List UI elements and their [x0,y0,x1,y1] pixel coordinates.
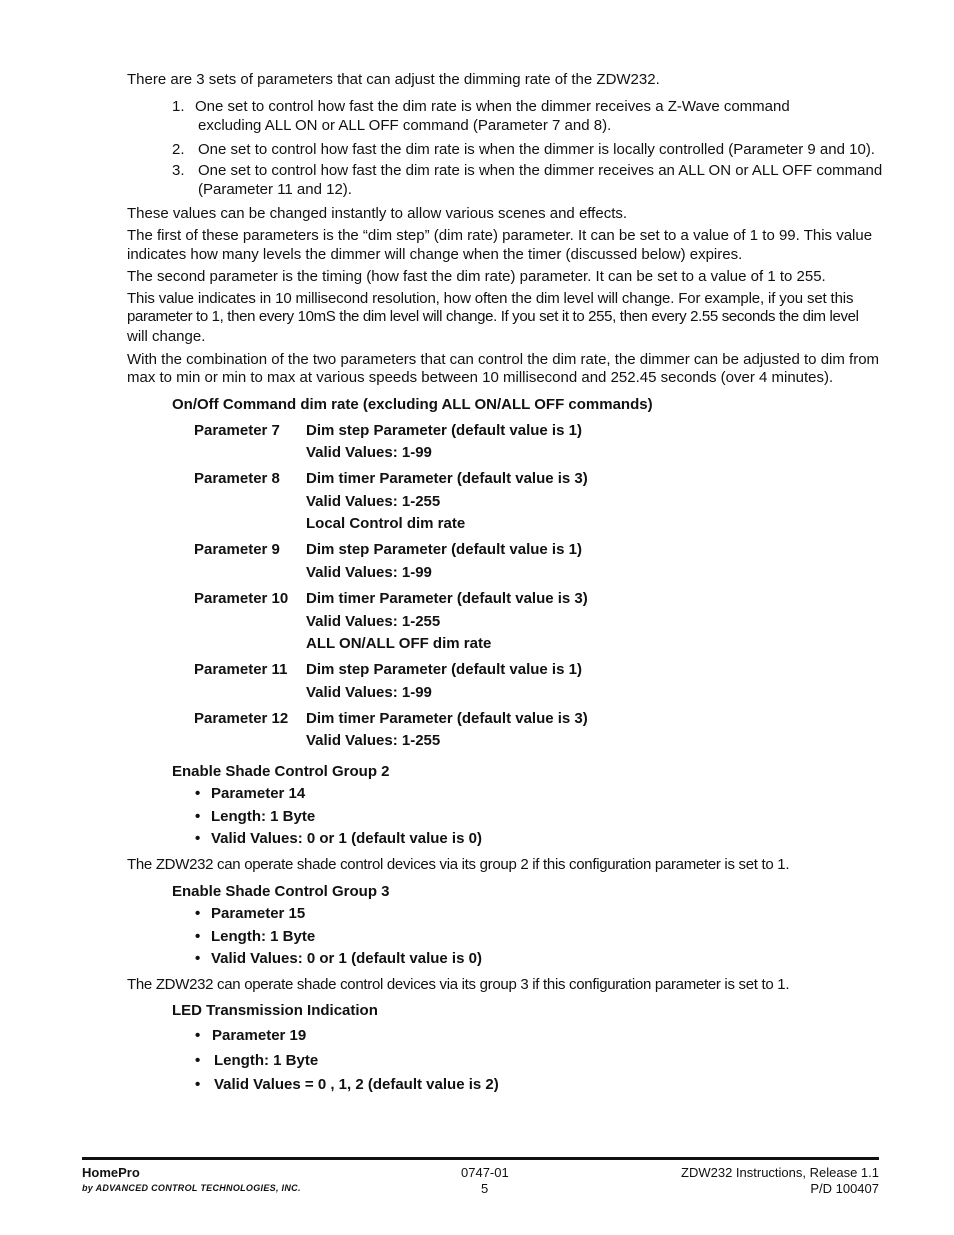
paragraph-line: will change. [127,328,206,345]
parameter-12-description: Dim timer Parameter (default value is 3) [306,710,588,727]
parameter-7-description: Dim step Parameter (default value is 1) [306,422,582,439]
footer-release: ZDW232 Instructions, Release 1.1 [681,1165,879,1180]
parameter-12-label: Parameter 12 [194,710,289,727]
local-control-heading: Local Control dim rate [306,515,466,532]
footer-company: by ADVANCED CONTROL TECHNOLOGIES, INC. [82,1183,301,1193]
bullet-item [195,1052,318,1069]
section-heading: Enable Shade Control Group 3 [172,883,390,900]
list-number: 3. [172,162,185,179]
bullet-item [195,1076,499,1093]
all-on-off-heading: ALL ON/ALL OFF dim rate [306,635,492,652]
intro-paragraph: There are 3 sets of parameters that can adjust the dimming rate of the ZDW232. [127,71,660,88]
footer-pd-number: P/D 100407 [810,1181,879,1196]
bullet-text: Parameter 15 [211,905,306,922]
bullet-text: Length: 1 Byte [214,1052,319,1069]
paragraph: These values can be changed instantly to allow various scenes and effects. [127,205,628,222]
bullet-text: Length: 1 Byte [211,928,316,945]
list-text-line: excluding ALL ON or ALL OFF command (Parameter 7 and 8). [198,117,612,134]
paragraph: The second parameter is the timing (how fast the dim rate) parameter. It can be set to a value of 1 to 255. [127,268,826,285]
paragraph-line: The first of these parameters is the “dim step” (dim rate) parameter. It can be set to a value of 1 to 99. This value [127,227,873,244]
parameter-10-valid-values: Valid Values: 1-255 [306,613,441,630]
bullet-icon: • [195,928,201,945]
bullet-icon: • [195,1027,201,1044]
bullet-item [195,905,305,922]
bullet-icon: • [195,808,201,825]
bullet-icon: • [195,1076,201,1093]
paragraph: The ZDW232 can operate shade control devices via its group 2 if this configuration parameter is set to 1. [127,856,790,873]
parameter-10-label: Parameter 10 [194,590,289,607]
parameter-9-description: Dim step Parameter (default value is 1) [306,541,582,558]
bullet-text: Parameter 14 [211,785,306,802]
bullet-item [195,785,305,802]
bullet-text: Valid Values: 0 or 1 (default value is 0) [211,950,482,967]
parameter-12-valid-values: Valid Values: 1-255 [306,732,441,749]
parameter-11-label: Parameter 11 [194,661,288,678]
paragraph-line: parameter to 1, then every 10mS the dim level will change. If you set it to 255, then every 2.55 seconds the dim level [127,308,859,325]
bullet-item [195,808,315,825]
section-heading: LED Transmission Indication [172,1002,378,1019]
bullet-text: Valid Values: 0 or 1 (default value is 0) [211,830,482,847]
list-text-line: (Parameter 11 and 12). [198,181,352,198]
bullet-item [195,830,482,847]
footer-page-number: 5 [481,1181,489,1196]
footer-rule [82,1157,879,1160]
list-text-line: One set to control how fast the dim rate is when the dimmer receives an ALL ON or ALL OFF command [198,162,883,179]
section-heading: On/Off Command dim rate (excluding ALL ON/ALL OFF commands) [172,396,653,413]
footer-brand: HomePro [82,1165,140,1180]
parameter-7-valid-values: Valid Values: 1-99 [306,444,432,461]
list-number: 2. [172,141,185,158]
parameter-11-description: Dim step Parameter (default value is 1) [306,661,582,678]
paragraph-line: max to min or min to max at various speeds between 10 millisecond and 252.45 seconds (over 4 minutes). [127,369,834,386]
parameter-9-label: Parameter 9 [194,541,280,558]
paragraph-line: indicates how many levels the dimmer will change when the timer (discussed below) expires. [127,246,743,263]
bullet-icon: • [195,830,201,847]
paragraph: The ZDW232 can operate shade control devices via its group 3 if this configuration parameter is set to 1. [127,976,790,993]
bullet-item [195,1027,306,1044]
parameter-8-valid-values: Valid Values: 1-255 [306,493,441,510]
list-text-line: One set to control how fast the dim rate is when the dimmer receives a Z-Wave command [195,98,790,115]
parameter-9-valid-values: Valid Values: 1-99 [306,564,432,581]
paragraph-line: With the combination of the two parameters that can control the dim rate, the dimmer can be adjusted to dim from [127,351,880,368]
bullet-item [195,928,315,945]
bullet-item [195,950,482,967]
list-text-line: One set to control how fast the dim rate is when the dimmer is locally controlled (Parameter 9 and 10). [198,141,875,158]
footer-doc-number: 0747-01 [461,1165,509,1180]
bullet-icon: • [195,905,201,922]
section-heading: Enable Shade Control Group 2 [172,763,390,780]
parameter-7-label: Parameter 7 [194,422,280,439]
parameter-8-description: Dim timer Parameter (default value is 3) [306,470,588,487]
bullet-text: Valid Values = 0 , 1, 2 (default value is 2) [214,1076,499,1093]
parameter-11-valid-values: Valid Values: 1-99 [306,684,432,701]
bullet-icon: • [195,1052,201,1069]
bullet-icon: • [195,785,201,802]
bullet-text: Length: 1 Byte [211,808,316,825]
list-number: 1. [172,98,185,115]
parameter-10-description: Dim timer Parameter (default value is 3) [306,590,588,607]
parameter-8-label: Parameter 8 [194,470,280,487]
bullet-icon: • [195,950,201,967]
paragraph-line: This value indicates in 10 millisecond resolution, how often the dim level will change. For example, if you set this [127,290,854,307]
bullet-text: Parameter 19 [212,1027,307,1044]
